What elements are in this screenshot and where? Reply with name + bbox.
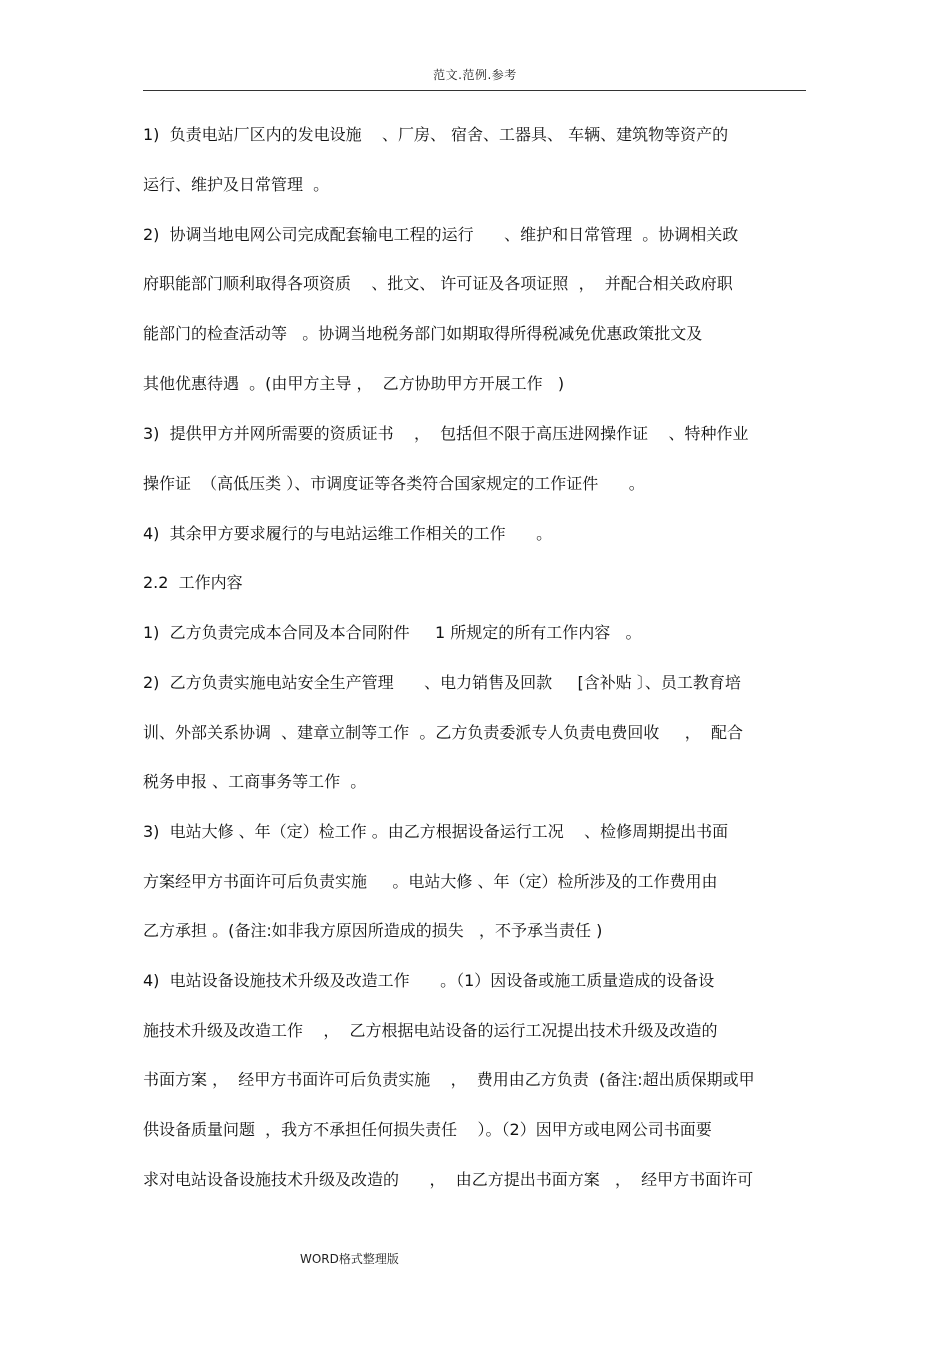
text-line: 3) 电站大修 、年（定）检工作 。由乙方根据设备运行工况 、检修周期提出书面	[143, 822, 729, 841]
text-line: 施技术升级及改造工作 ， 乙方根据电站设备的运行工况提出技术升级及改造的	[143, 1021, 718, 1040]
text-line: 2) 乙方负责实施电站安全生产管理 、电力销售及回款 [含补贴 〕、员工教育培	[143, 673, 741, 692]
text-line: 操作证 （高低压类 ）、市调度证等各类符合国家规定的工作证件 。	[143, 474, 645, 493]
text-line: 方案经甲方书面许可后负责实施 。电站大修 、年（定）检所涉及的工作费用由	[143, 872, 718, 891]
text-line: 税务申报 、工商事务等工作 。	[143, 772, 367, 791]
text-line: 乙方承担 。(备注:如非我方原因所造成的损失 ，不予承当责任 )	[143, 921, 603, 940]
text-line: 1) 负责电站厂区内的发电设施 、厂房、 宿舍、工器具、 车辆、建筑物等资产的	[143, 125, 729, 144]
text-line: 求对电站设备设施技术升级及改造的 ， 由乙方提出书面方案 ， 经甲方书面许可	[143, 1170, 754, 1189]
text-line: 4) 其余甲方要求履行的与电站运维工作相关的工作 。	[143, 524, 553, 543]
header-rule	[143, 90, 806, 91]
text-line: 其他优惠待遇 。(由甲方主导 ， 乙方协助甲方开展工作 )	[143, 374, 565, 393]
text-line: 1) 乙方负责完成本合同及本合同附件 1 所规定的所有工作内容 。	[143, 623, 642, 642]
text-line: 运行、维护及日常管理 。	[143, 175, 330, 194]
text-line: 2) 协调当地电网公司完成配套输电工程的运行 、维护和日常管理 。协调相关政	[143, 225, 739, 244]
section-heading: 2.2 工作内容	[143, 573, 243, 592]
text-line: 书面方案 ， 经甲方书面许可后负责实施 ， 费用由乙方负责 (备注:超出质保期或甲	[143, 1070, 755, 1089]
text-line: 能部门的检查活动等 。协调当地税务部门如期取得所得税减免优惠政策批文及	[143, 324, 703, 343]
page-footer: WORD格式整理版	[300, 1252, 399, 1266]
text-line: 供设备质量问题 ，我方不承担任何损失责任 ）。（2）因甲方或电网公司书面要	[143, 1120, 712, 1139]
text-line: 府职能部门顺利取得各项资质 、批文、 许可证及各项证照 ， 并配合相关政府职	[143, 274, 733, 293]
text-line: 3) 提供甲方并网所需要的资质证书 ， 包括但不限于高压进网操作证 、特种作业	[143, 424, 749, 443]
text-line: 4) 电站设备设施技术升级及改造工作 。（1）因设备或施工质量造成的设备设	[143, 971, 715, 990]
text-line: 训、外部关系协调 、建章立制等工作 。乙方负责委派专人负责电费回收 ， 配合	[143, 723, 743, 742]
page-header: 范文.范例.参考	[433, 68, 517, 82]
